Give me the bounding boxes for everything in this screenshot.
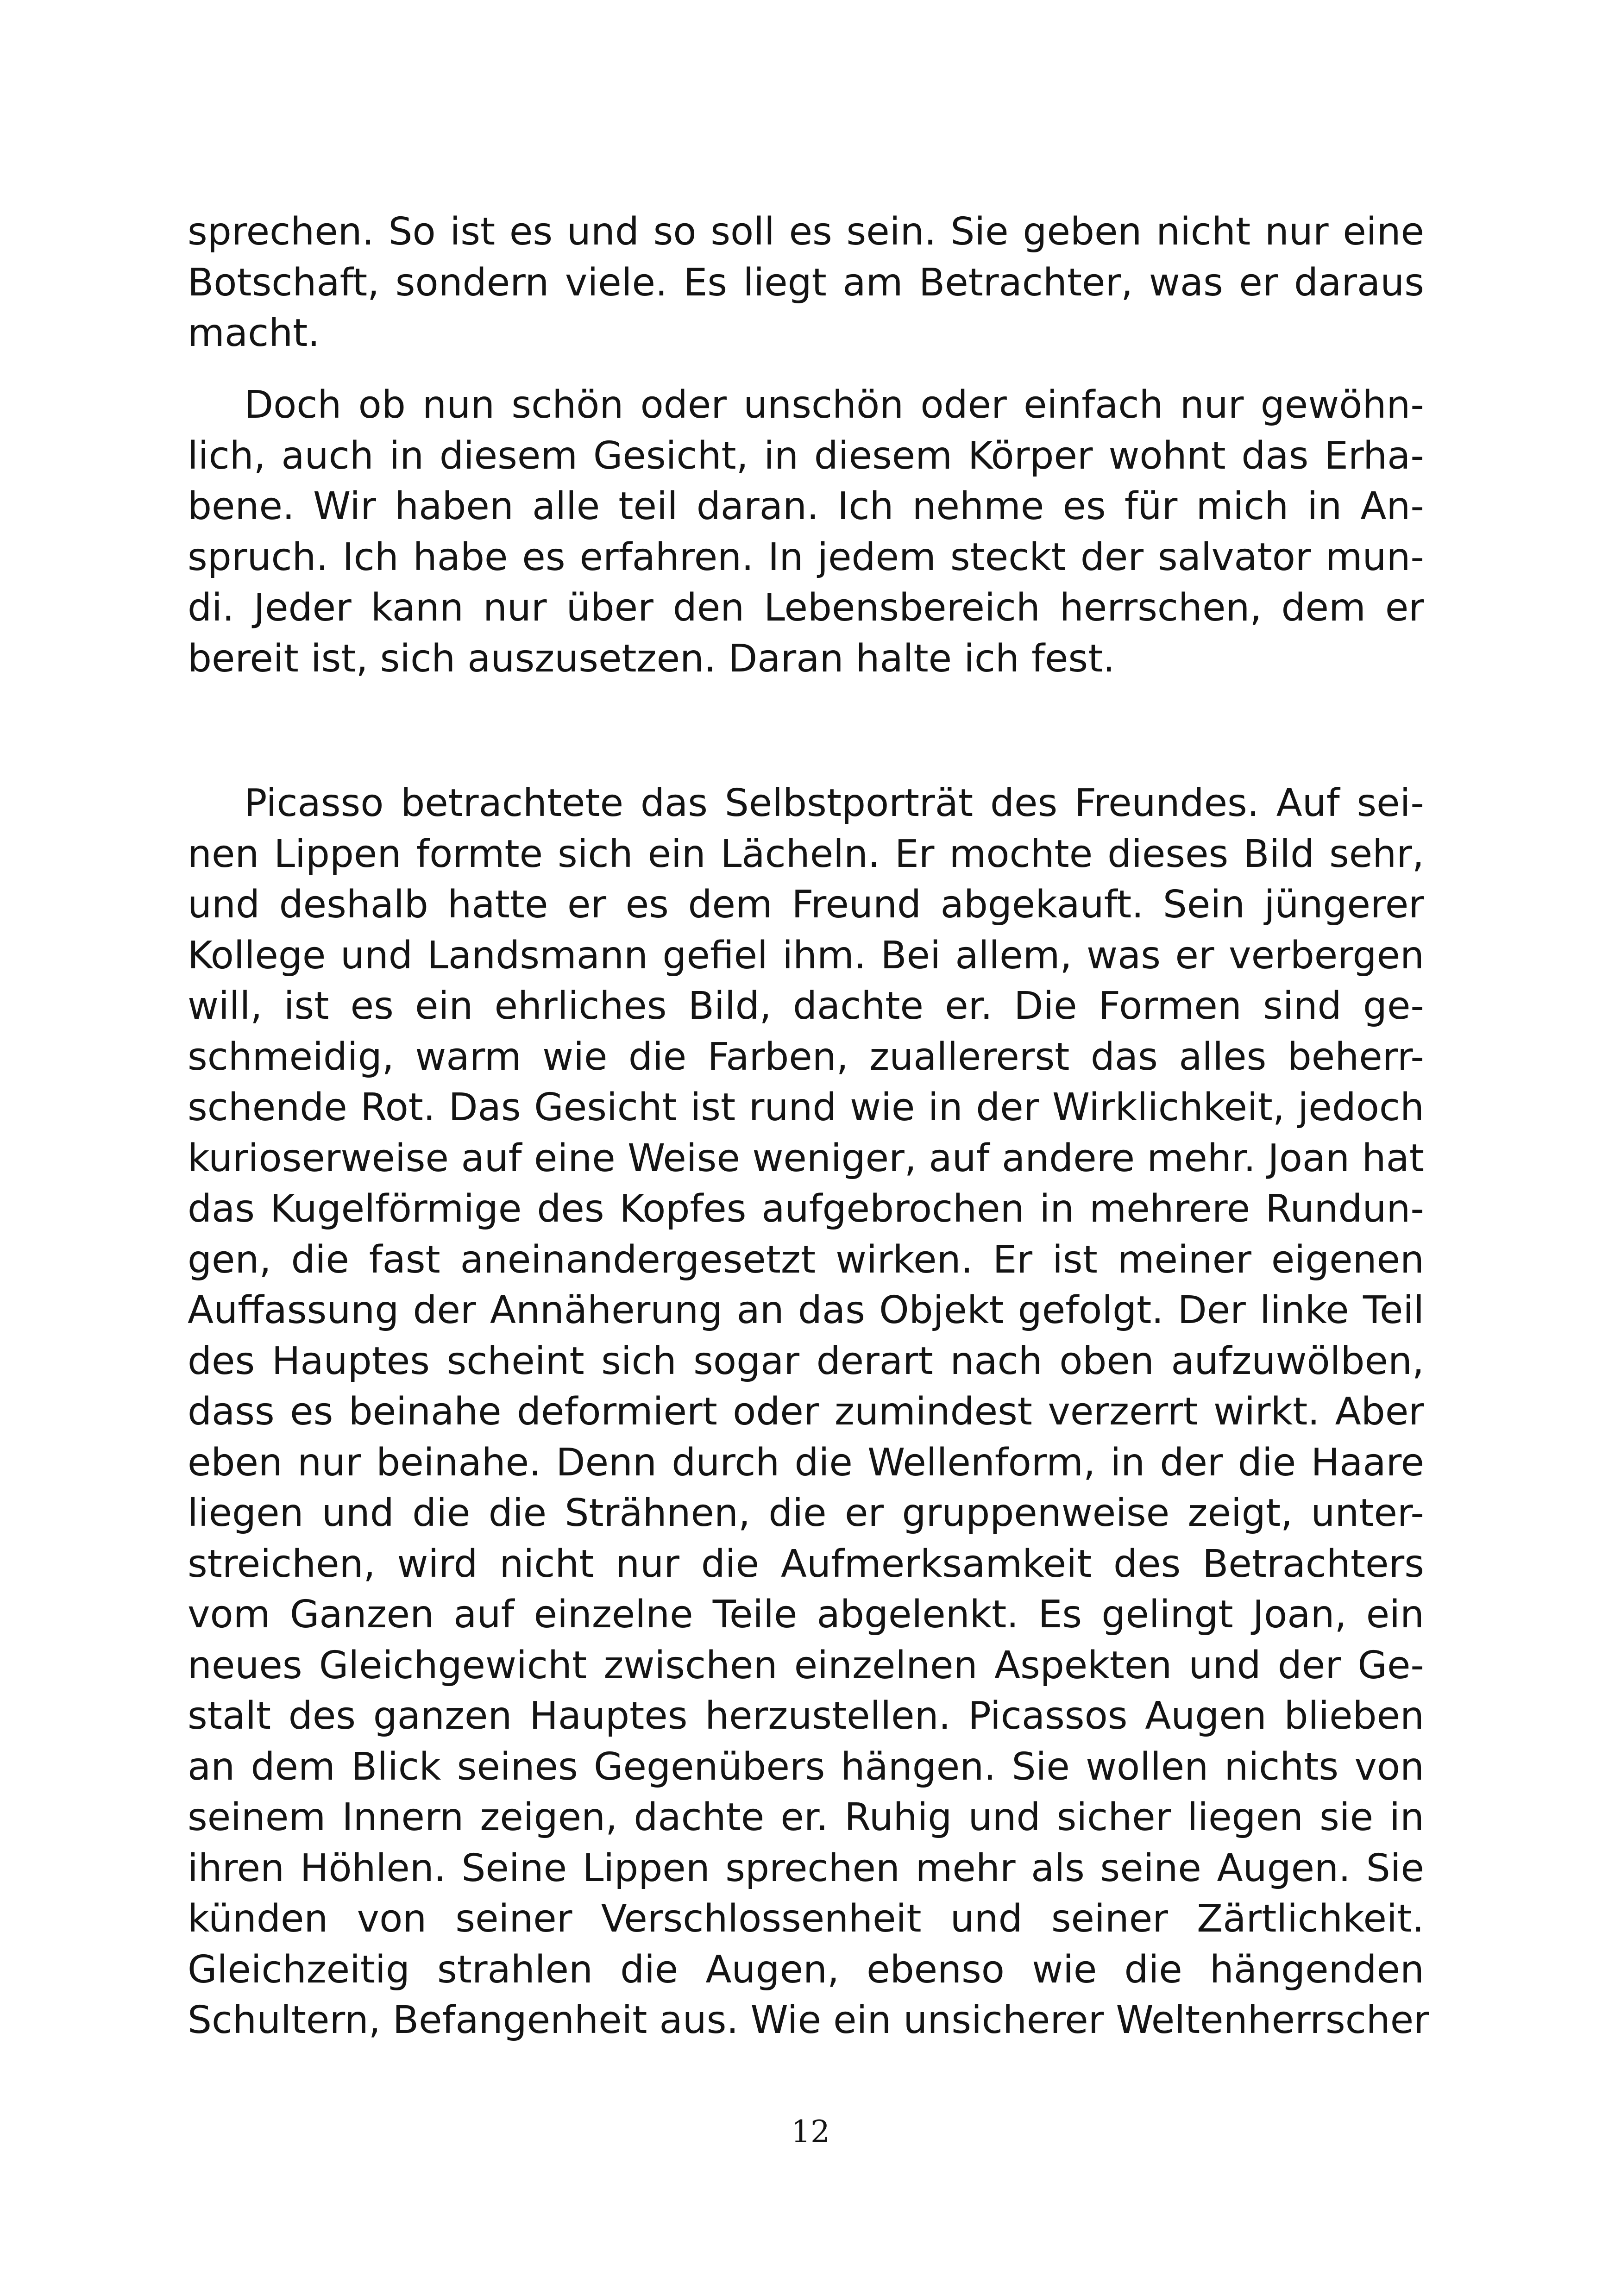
text-line: schmeidig, warm wie die Farben, zuallererst das alles beherr- (188, 1035, 1424, 1079)
paragraph (188, 778, 1429, 2046)
page-number: 12 (791, 2114, 830, 2150)
text-line: das Kugelförmige des Kopfes aufgebrochen in mehrere Rundun- (188, 1187, 1424, 1231)
text-line: nen Lippen formte sich ein Lächeln. Er mochte dieses Bild sehr, (188, 832, 1424, 876)
text-line: macht. (188, 311, 320, 355)
text-line: und deshalb hatte er es dem Freund abgekauft. Sein jüngerer (188, 883, 1424, 927)
text-line: gen, die fast aneinandergesetzt wirken. Er ist meiner eigenen (188, 1237, 1424, 1282)
text-line: spruch. Ich habe es erfahren. In jedem steckt der salvator mun- (188, 535, 1424, 579)
text-line: Schultern, Befangenheit aus. Wie ein unsicherer Weltenherrscher (188, 1998, 1429, 2042)
text-line: streichen, wird nicht nur die Aufmerksamkeit des Betrachters (188, 1542, 1424, 1586)
text-line: eben nur beinahe. Denn durch die Wellenform, in der die Haare (188, 1440, 1424, 1485)
text-line: dass es beinahe deformiert oder zumindest verzerrt wirkt. Aber (188, 1390, 1424, 1434)
text-line: Picasso betrachtete das Selbstporträt des Freundes. Auf sei- (244, 781, 1424, 825)
text-line: schende Rot. Das Gesicht ist rund wie in der Wirklichkeit, jedoch (188, 1085, 1424, 1129)
text-line: bene. Wir haben alle teil daran. Ich nehme es für mich in An- (188, 484, 1424, 528)
text-line: neues Gleichgewicht zwischen einzelnen Aspekten und der Ge- (188, 1643, 1424, 1687)
text-line: ihren Höhlen. Seine Lippen sprechen mehr als seine Augen. Sie (188, 1846, 1424, 1890)
text-line: will, ist es ein ehrliches Bild, dachte er. Die Formen sind ge- (188, 984, 1424, 1028)
text-line: Gleichzeitig strahlen die Augen, ebenso wie die hängenden (188, 1947, 1424, 1992)
text-line: Kollege und Landsmann gefiel ihm. Bei allem, was er verbergen (188, 933, 1424, 978)
text-line: an dem Blick seines Gegenübers hängen. Sie wollen nichts von (188, 1744, 1424, 1789)
text-line: di. Jeder kann nur über den Lebensbereich herrschen, dem er (188, 586, 1424, 630)
text-line: künden von seiner Verschlossenheit und seiner Zärtlichkeit. (188, 1897, 1424, 1941)
text-line: des Hauptes scheint sich sogar derart nach oben aufzuwölben, (188, 1339, 1424, 1383)
text-line: stalt des ganzen Hauptes herzustellen. Picassos Augen blieben (188, 1694, 1424, 1738)
text-line: Botschaft, sondern viele. Es liegt am Betrachter, was er daraus (188, 260, 1424, 305)
text-line: vom Ganzen auf einzelne Teile abgelenkt. Es gelingt Joan, ein (188, 1593, 1424, 1637)
text-line: lich, auch in diesem Gesicht, in diesem Körper wohnt das Erha- (188, 433, 1424, 478)
text-line: Auffassung der Annäherung an das Objekt gefolgt. Der linke Teil (188, 1288, 1424, 1332)
paragraph-continuation (188, 207, 1424, 359)
text-line: sprechen. So ist es und so soll es sein. Sie geben nicht nur eine (188, 210, 1424, 254)
text-line: bereit ist, sich auszusetzen. Daran halte ich fest. (188, 636, 1115, 681)
text-line: Doch ob nun schön oder unschön oder einfach nur gewöhn- (244, 383, 1424, 427)
text-line: liegen und die die Strähnen, die er gruppenweise zeigt, unter- (188, 1491, 1424, 1535)
text-line: kurioserweise auf eine Weise weniger, auf andere mehr. Joan hat (188, 1136, 1424, 1180)
text-line: seinem Innern zeigen, dachte er. Ruhig und sicher liegen sie in (188, 1795, 1424, 1839)
paragraph (188, 380, 1424, 684)
